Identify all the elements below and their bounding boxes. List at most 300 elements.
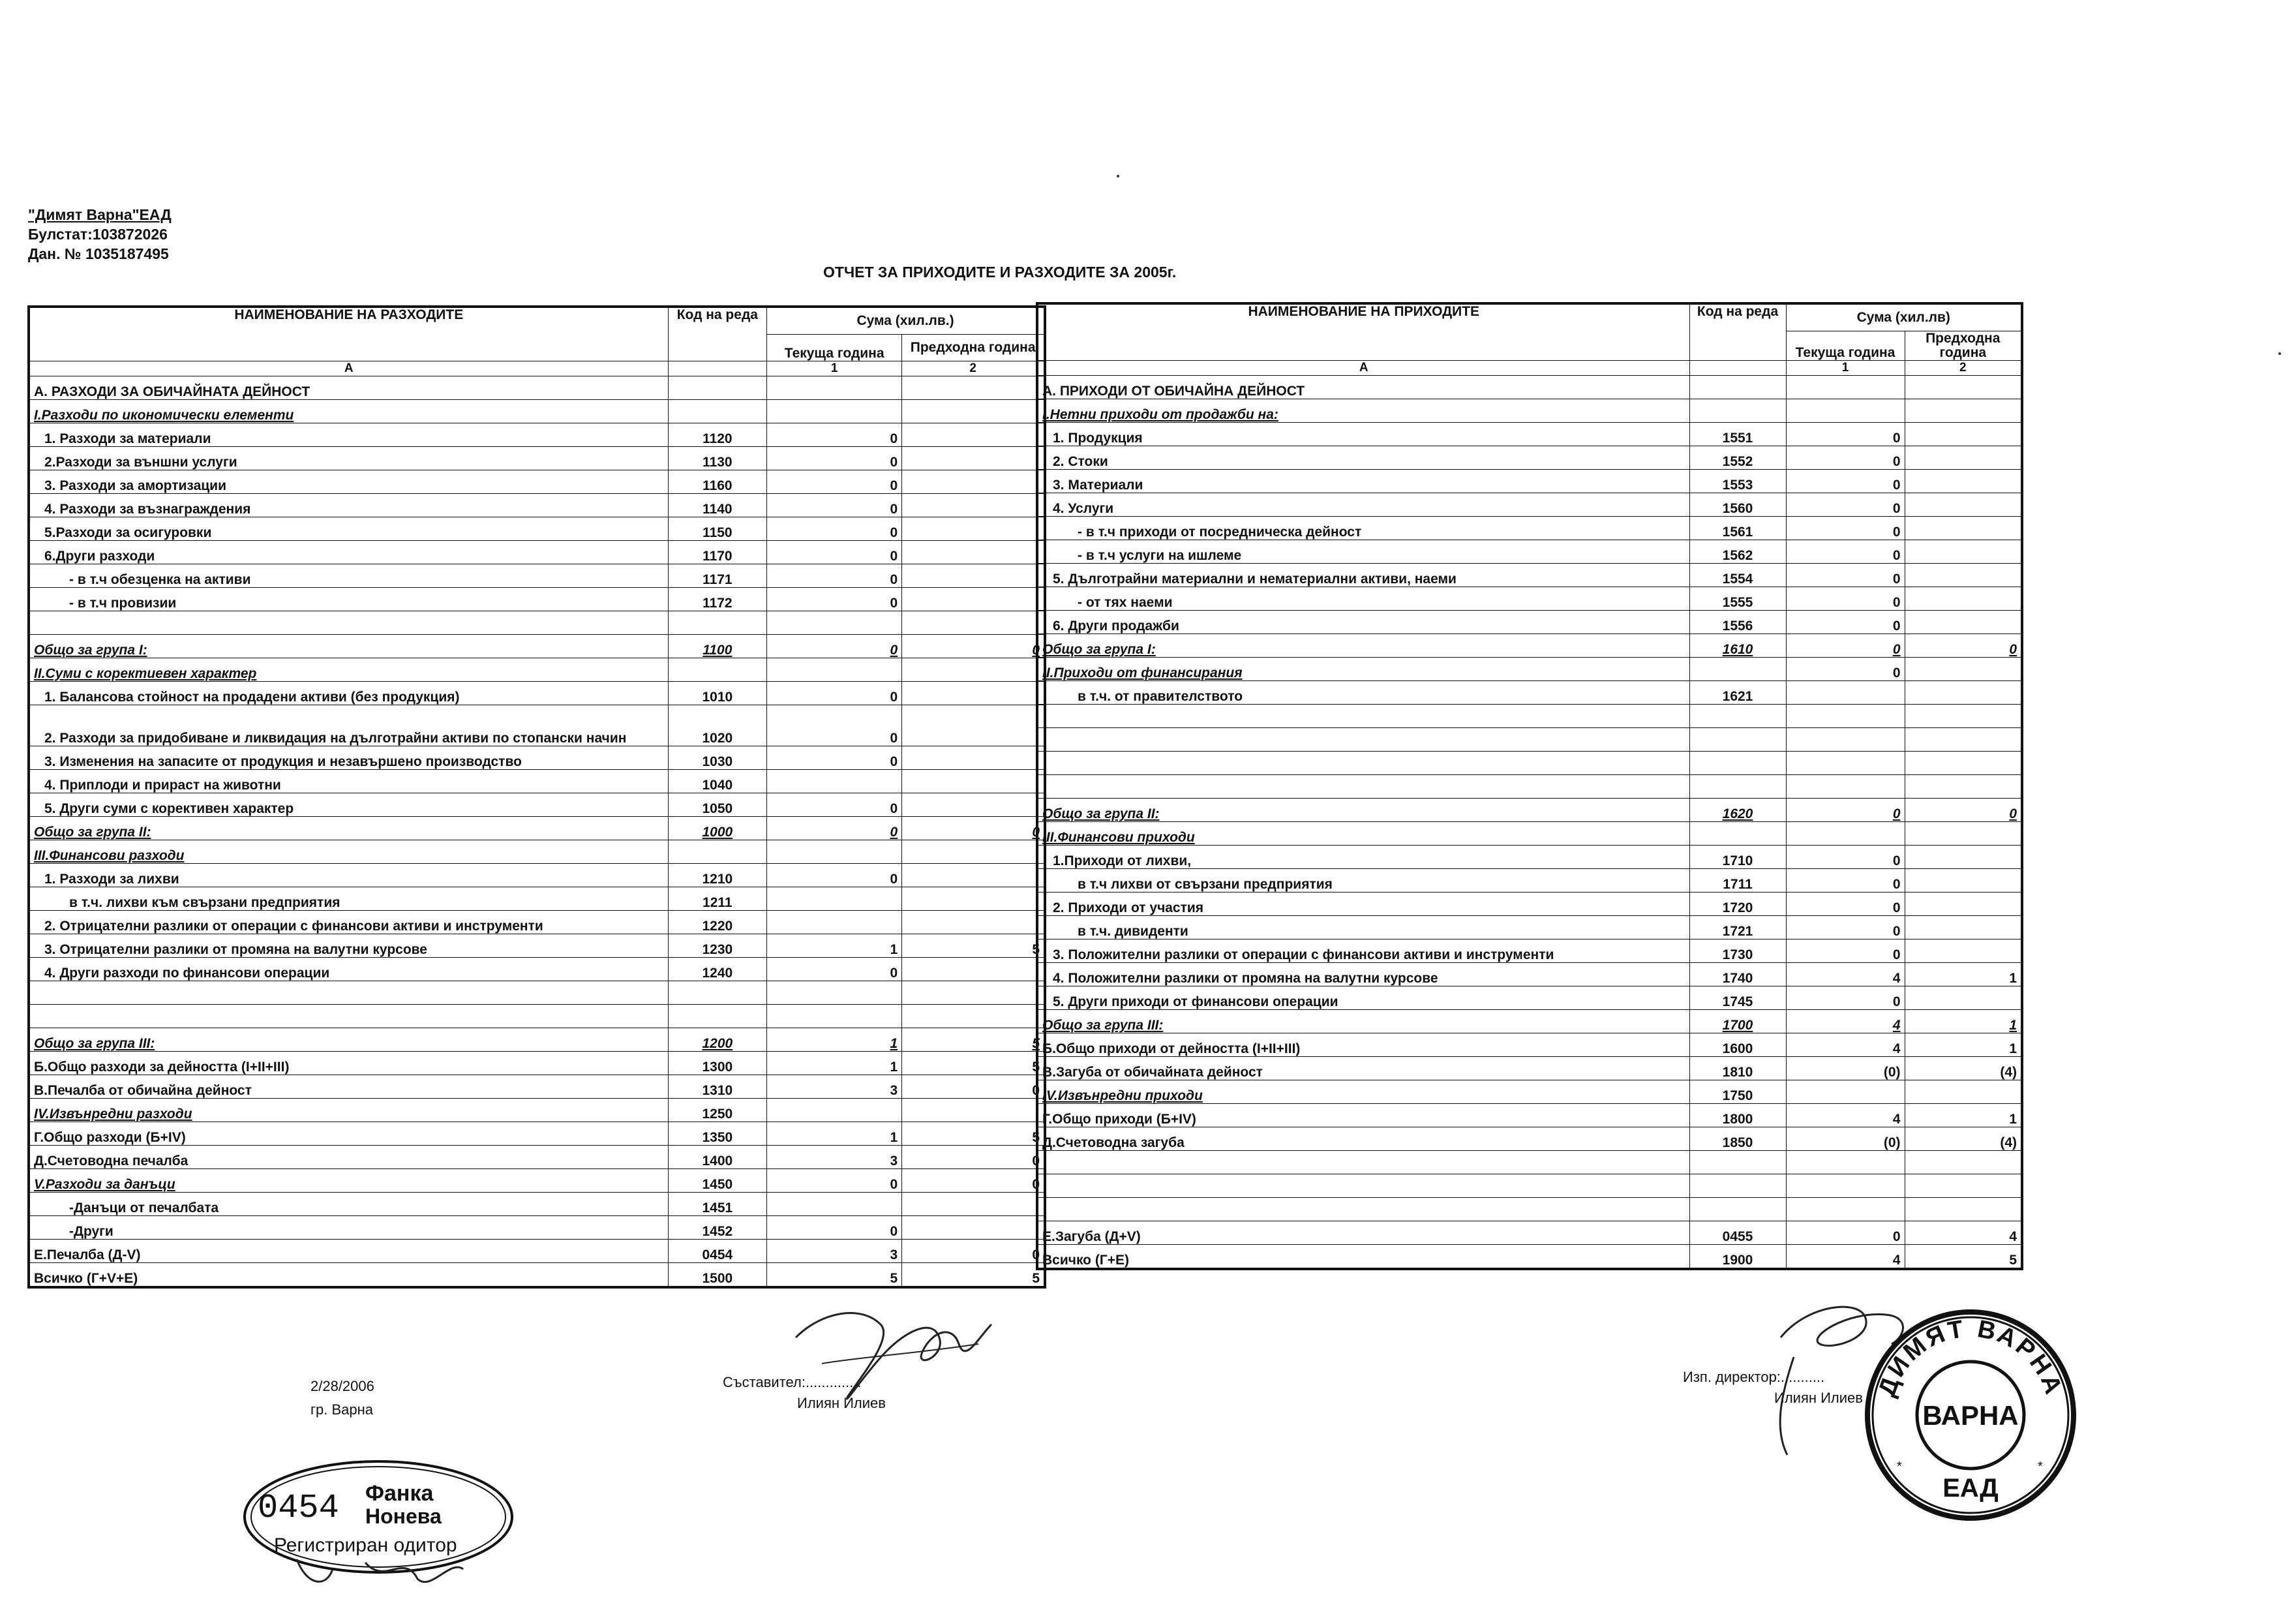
income-row — [1037, 1104, 2022, 1127]
report-title: ОТЧЕТ ЗА ПРИХОДИТЕ И РАЗХОДИТЕ ЗА 2005г. — [823, 264, 1177, 281]
expenses-previous-value — [902, 447, 1045, 470]
income-code: 1710 — [1689, 846, 1786, 869]
expenses-current-value — [767, 1099, 902, 1122]
income-code: 1562 — [1689, 540, 1786, 564]
income-previous-value: (4) — [1905, 1057, 2022, 1080]
expenses-current-value — [767, 911, 902, 934]
income-col-a: А — [1037, 361, 1689, 376]
expenses-current-value: 0 — [767, 817, 902, 840]
income-name: А. ПРИХОДИ ОТ ОБИЧАЙНА ДЕЙНОСТ — [1037, 376, 1689, 399]
income-name: 3. Материали — [1037, 470, 1689, 493]
income-previous-value: 1 — [1905, 1033, 2022, 1057]
expenses-name: Всичко (Г+V+Е) — [29, 1263, 668, 1288]
svg-text:*: * — [2038, 1459, 2043, 1474]
expenses-current-value: 3 — [767, 1075, 902, 1099]
expenses-name: IV.Извънредни разходи — [29, 1099, 668, 1122]
income-row — [1037, 869, 2022, 893]
income-previous-value — [1905, 423, 2022, 446]
income-current-value: 0 — [1786, 939, 1905, 963]
expenses-code — [668, 658, 767, 682]
income-code — [1689, 1174, 1786, 1198]
income-current-value: 0 — [1786, 611, 1905, 634]
compiler-name: Илиян Илиев — [797, 1395, 886, 1411]
income-code: 1900 — [1689, 1245, 1786, 1270]
income-previous-value — [1905, 916, 2022, 939]
income-current-value — [1786, 399, 1905, 423]
expenses-code — [668, 400, 767, 423]
expenses-code: 1350 — [668, 1122, 767, 1146]
expenses-name: 1. Балансова стойност на продадени активи (без продукция) — [29, 682, 668, 705]
income-current-value — [1786, 775, 1905, 799]
expenses-current-value: 0 — [767, 958, 902, 981]
income-current-value — [1786, 1174, 1905, 1198]
income-row — [1037, 517, 2022, 540]
income-code — [1689, 752, 1786, 775]
income-name: III.Финансови приходи — [1037, 822, 1689, 846]
income-current-value — [1786, 728, 1905, 752]
expenses-name: Д.Счетоводна печалба — [29, 1146, 668, 1169]
expenses-current-value — [767, 770, 902, 793]
income-name: В.Загуба от обичайната дейност — [1037, 1057, 1689, 1080]
income-row — [1037, 775, 2022, 799]
expenses-previous-value — [902, 517, 1045, 541]
income-code: 1621 — [1689, 681, 1786, 705]
income-row — [1037, 1198, 2022, 1221]
income-row — [1037, 939, 2022, 963]
income-current-value: 0 — [1786, 470, 1905, 493]
income-current-value: 0 — [1786, 564, 1905, 587]
income-previous-value — [1905, 752, 2022, 775]
income-previous-value — [1905, 869, 2022, 893]
income-row — [1037, 963, 2022, 986]
income-code: 1552 — [1689, 446, 1786, 470]
income-code — [1689, 376, 1786, 399]
income-previous-value — [1905, 705, 2022, 728]
expenses-row — [29, 423, 1045, 447]
income-current-value — [1786, 376, 1905, 399]
expenses-name: -Други — [29, 1216, 668, 1240]
director-name: Илиян Илиев — [1774, 1390, 1863, 1406]
income-row — [1037, 728, 2022, 752]
expenses-name: 4. Разходи за възнаграждения — [29, 494, 668, 517]
expenses-name: Общо за група I: — [29, 635, 668, 658]
income-name: 2. Приходи от участия — [1037, 893, 1689, 916]
expenses-row — [29, 494, 1045, 517]
expenses-name: V.Разходи за данъци — [29, 1169, 668, 1193]
expenses-code: 1250 — [668, 1099, 767, 1122]
expenses-previous-value — [902, 958, 1045, 981]
expenses-code: 1040 — [668, 770, 767, 793]
expenses-name: 1. Разходи за материали — [29, 423, 668, 447]
compiler-signature — [783, 1298, 1004, 1429]
expenses-row — [29, 770, 1045, 793]
income-row — [1037, 986, 2022, 1010]
compiler-label: Съставител:.............. — [723, 1374, 862, 1390]
income-previous-year-header: Предходна година — [1905, 331, 2022, 361]
income-code: 1800 — [1689, 1104, 1786, 1127]
income-row — [1037, 1033, 2022, 1057]
expenses-current-value — [767, 981, 902, 1005]
expenses-previous-value: 0 — [902, 817, 1045, 840]
income-previous-value: 0 — [1905, 634, 2022, 658]
auditor-name-first: Фанка — [365, 1481, 434, 1506]
expenses-current-value: 3 — [767, 1240, 902, 1263]
income-row — [1037, 846, 2022, 869]
income-name: Е.Загуба (Д+V) — [1037, 1221, 1689, 1245]
income-code: 1700 — [1689, 1010, 1786, 1033]
income-name: - в т.ч приходи от посредническа дейност — [1037, 517, 1689, 540]
expenses-row — [29, 864, 1045, 887]
expenses-sum-header: Сума (хил.лв.) — [767, 307, 1045, 335]
expenses-previous-value: 5 — [902, 1052, 1045, 1075]
income-previous-value — [1905, 517, 2022, 540]
income-code — [1689, 775, 1786, 799]
income-previous-value: 4 — [1905, 1221, 2022, 1245]
income-code: 0455 — [1689, 1221, 1786, 1245]
income-code: 1554 — [1689, 564, 1786, 587]
expenses-previous-value — [902, 564, 1045, 588]
expenses-previous-value — [902, 1193, 1045, 1216]
expenses-row — [29, 1193, 1045, 1216]
expenses-row — [29, 705, 1045, 746]
income-previous-value — [1905, 1174, 2022, 1198]
expenses-name: 3. Разходи за амортизации — [29, 470, 668, 494]
income-name: 4. Положителни разлики от промяна на валутни курсове — [1037, 963, 1689, 986]
expenses-row — [29, 682, 1045, 705]
expenses-row — [29, 1263, 1045, 1288]
expenses-current-value: 0 — [767, 635, 902, 658]
expenses-code: 1310 — [668, 1075, 767, 1099]
expenses-name: 3. Изменения на запасите от продукция и незавършено производство — [29, 746, 668, 770]
expenses-previous-value — [902, 470, 1045, 494]
expenses-name: II.Суми с коректиевен характер — [29, 658, 668, 682]
expenses-table — [27, 305, 1046, 1289]
expenses-current-value: 0 — [767, 1169, 902, 1193]
income-sum-header: Сума (хил.лв) — [1786, 303, 2022, 331]
income-current-value: 0 — [1786, 634, 1905, 658]
income-previous-value: 5 — [1905, 1245, 2022, 1270]
expenses-name: 5. Други суми с корективен характер — [29, 793, 668, 817]
income-name — [1037, 1174, 1689, 1198]
expenses-previous-value — [902, 588, 1045, 611]
expenses-row — [29, 517, 1045, 541]
expenses-previous-value — [902, 611, 1045, 635]
income-name — [1037, 728, 1689, 752]
expenses-name: III.Финансови разходи — [29, 840, 668, 864]
income-current-value: 0 — [1786, 540, 1905, 564]
svg-text:*: * — [1897, 1459, 1902, 1474]
expenses-name: Б.Общо разходи за дейността (I+II+III) — [29, 1052, 668, 1075]
income-name: IV.Извънредни приходи — [1037, 1080, 1689, 1104]
expenses-previous-year-header: Предходна година — [902, 335, 1045, 361]
income-previous-value — [1905, 1198, 2022, 1221]
expenses-row — [29, 1052, 1045, 1075]
income-name: в т.ч. дивиденти — [1037, 916, 1689, 939]
expenses-row — [29, 1216, 1045, 1240]
expenses-row — [29, 981, 1045, 1005]
auditor-number: 0454 — [258, 1489, 339, 1527]
expenses-name: Г.Общо разходи (Б+IV) — [29, 1122, 668, 1146]
expenses-row — [29, 376, 1045, 400]
income-code — [1689, 728, 1786, 752]
expenses-previous-value — [902, 658, 1045, 682]
income-previous-value: (4) — [1905, 1127, 2022, 1151]
income-previous-value — [1905, 775, 2022, 799]
income-previous-value — [1905, 399, 2022, 423]
income-row — [1037, 681, 2022, 705]
company-tax-number: Дан. № 1035187495 — [28, 245, 169, 262]
expenses-code: 1300 — [668, 1052, 767, 1075]
expenses-previous-value: 0 — [902, 1169, 1045, 1193]
expenses-row — [29, 1146, 1045, 1169]
income-row — [1037, 1057, 2022, 1080]
expenses-name: В.Печалба от обичайна дейност — [29, 1075, 668, 1099]
income-name — [1037, 775, 1689, 799]
income-code-header: Код на реда — [1689, 303, 1786, 361]
income-name: - в т.ч услуги на ишлеме — [1037, 540, 1689, 564]
income-current-value — [1786, 752, 1905, 775]
expenses-previous-value: 5 — [902, 1263, 1045, 1288]
income-code: 1850 — [1689, 1127, 1786, 1151]
expenses-code: 1030 — [668, 746, 767, 770]
expenses-current-value — [767, 376, 902, 400]
income-current-value: 0 — [1786, 1221, 1905, 1245]
income-code: 1721 — [1689, 916, 1786, 939]
income-name-header: НАИМЕНОВАНИЕ НА ПРИХОДИТЕ — [1037, 303, 1689, 361]
expenses-previous-value — [902, 423, 1045, 447]
expenses-name: в т.ч. лихви към свързани предприятия — [29, 887, 668, 911]
expenses-code: 1230 — [668, 934, 767, 958]
income-previous-value — [1905, 587, 2022, 611]
expenses-code: 1240 — [668, 958, 767, 981]
expenses-previous-value: 0 — [902, 635, 1045, 658]
expenses-row — [29, 1122, 1045, 1146]
expenses-name: 2. Отрицателни разлики от операции с финансови активи и инструменти — [29, 911, 668, 934]
income-row — [1037, 634, 2022, 658]
expenses-name: -Данъци от печалбата — [29, 1193, 668, 1216]
income-name: 5. Други приходи от финансови операции — [1037, 986, 1689, 1010]
expenses-current-value: 0 — [767, 517, 902, 541]
income-name: 3. Положителни разлики от операции с финансови активи и инструменти — [1037, 939, 1689, 963]
income-col-1: 1 — [1786, 361, 1905, 376]
income-previous-value — [1905, 564, 2022, 587]
income-current-value: 4 — [1786, 1033, 1905, 1057]
expenses-current-value: 0 — [767, 541, 902, 564]
income-row — [1037, 822, 2022, 846]
expenses-previous-value — [902, 770, 1045, 793]
expenses-previous-value — [902, 887, 1045, 911]
income-name: в т.ч лихви от свързани предприятия — [1037, 869, 1689, 893]
expenses-name: 2.Разходи за външни услуги — [29, 447, 668, 470]
income-code — [1689, 1198, 1786, 1221]
income-previous-value — [1905, 1151, 2022, 1174]
income-name: - от тях наеми — [1037, 587, 1689, 611]
income-previous-value — [1905, 446, 2022, 470]
expenses-current-value — [767, 611, 902, 635]
report-date: 2/28/2006 — [310, 1378, 374, 1394]
income-current-value: 4 — [1786, 963, 1905, 986]
expenses-previous-value: 0 — [902, 1240, 1045, 1263]
expenses-current-value: 0 — [767, 746, 902, 770]
expenses-previous-value — [902, 981, 1045, 1005]
income-current-value — [1786, 1080, 1905, 1104]
income-previous-value — [1905, 822, 2022, 846]
income-current-value: 0 — [1786, 799, 1905, 822]
expenses-row — [29, 934, 1045, 958]
income-name: Общо за група II: — [1037, 799, 1689, 822]
expenses-previous-value — [902, 911, 1045, 934]
income-row — [1037, 376, 2022, 399]
expenses-row — [29, 611, 1045, 635]
income-previous-value: 1 — [1905, 1104, 2022, 1127]
income-rows — [1037, 376, 2022, 1270]
expenses-name: 6.Други разходи — [29, 541, 668, 564]
expenses-current-value: 0 — [767, 1216, 902, 1240]
income-name — [1037, 752, 1689, 775]
expenses-row — [29, 817, 1045, 840]
expenses-name: 4. Приплоди и прираст на животни — [29, 770, 668, 793]
income-name: Г.Общо приходи (Б+IV) — [1037, 1104, 1689, 1127]
expenses-previous-value — [902, 682, 1045, 705]
expenses-current-value: 0 — [767, 470, 902, 494]
income-code: 1555 — [1689, 587, 1786, 611]
income-previous-value — [1905, 376, 2022, 399]
expenses-name: 4. Други разходи по финансови операции — [29, 958, 668, 981]
expenses-current-value — [767, 1005, 902, 1028]
income-row — [1037, 893, 2022, 916]
expenses-previous-value — [902, 400, 1045, 423]
expenses-previous-value — [902, 793, 1045, 817]
expenses-row — [29, 1099, 1045, 1122]
income-row — [1037, 446, 2022, 470]
expenses-previous-value — [902, 376, 1045, 400]
expenses-name: 3. Отрицателни разлики от промяна на валутни курсове — [29, 934, 668, 958]
income-name — [1037, 1151, 1689, 1174]
income-name: 1.Приходи от лихви, — [1037, 846, 1689, 869]
income-previous-value — [1905, 658, 2022, 681]
income-current-value — [1786, 681, 1905, 705]
expenses-current-value: 0 — [767, 564, 902, 588]
income-code: 1745 — [1689, 986, 1786, 1010]
expenses-code: 1400 — [668, 1146, 767, 1169]
expenses-name: Общо за група II: — [29, 817, 668, 840]
income-current-value: 4 — [1786, 1104, 1905, 1127]
expenses-current-value: 1 — [767, 1122, 902, 1146]
income-current-value: 0 — [1786, 986, 1905, 1010]
income-name: Общо за група III: — [1037, 1010, 1689, 1033]
income-row — [1037, 658, 2022, 681]
income-row — [1037, 752, 2022, 775]
income-name: 2. Стоки — [1037, 446, 1689, 470]
income-current-value — [1786, 705, 1905, 728]
income-name: 4. Услуги — [1037, 493, 1689, 517]
income-current-value: 0 — [1786, 893, 1905, 916]
income-previous-value — [1905, 493, 2022, 517]
expenses-row — [29, 564, 1045, 588]
income-row — [1037, 493, 2022, 517]
expenses-current-value: 5 — [767, 1263, 902, 1288]
expenses-rows — [29, 376, 1045, 1288]
expenses-code: 1450 — [668, 1169, 767, 1193]
expenses-current-value — [767, 400, 902, 423]
expenses-current-value — [767, 1193, 902, 1216]
income-previous-value: 0 — [1905, 799, 2022, 822]
director-label: Изп. директор:........... — [1683, 1369, 1825, 1385]
expenses-code: 1210 — [668, 864, 767, 887]
expenses-previous-value: 5 — [902, 1122, 1045, 1146]
income-code: 1740 — [1689, 963, 1786, 986]
income-code: 1810 — [1689, 1057, 1786, 1080]
expenses-current-value: 1 — [767, 1028, 902, 1052]
expenses-row — [29, 958, 1045, 981]
expenses-current-value — [767, 840, 902, 864]
auditor-role: Регистриран одитор — [274, 1534, 457, 1556]
expenses-previous-value — [902, 494, 1045, 517]
expenses-code — [668, 1005, 767, 1028]
income-current-value: 0 — [1786, 587, 1905, 611]
income-code: 1551 — [1689, 423, 1786, 446]
expenses-previous-value: 0 — [902, 1075, 1045, 1099]
income-current-value — [1786, 1151, 1905, 1174]
income-row — [1037, 1010, 2022, 1033]
expenses-code: 1451 — [668, 1193, 767, 1216]
income-current-value — [1786, 1198, 1905, 1221]
expenses-code: 1000 — [668, 817, 767, 840]
expenses-row — [29, 793, 1045, 817]
income-current-value — [1786, 822, 1905, 846]
income-row — [1037, 1151, 2022, 1174]
seal-center-text: ВАРНА — [1922, 1400, 2019, 1431]
expenses-code: 1452 — [668, 1216, 767, 1240]
expenses-code: 1200 — [668, 1028, 767, 1052]
expenses-name — [29, 1005, 668, 1028]
income-current-value: 0 — [1786, 446, 1905, 470]
expenses-code: 0454 — [668, 1240, 767, 1263]
income-name: 6. Други продажби — [1037, 611, 1689, 634]
expenses-name: 2. Разходи за придобиване и ликвидация на дълготрайни активи по стопански начин — [29, 705, 668, 746]
income-row — [1037, 399, 2022, 423]
expenses-name: Е.Печалба (Д-V) — [29, 1240, 668, 1263]
expenses-col-1: 1 — [767, 361, 902, 376]
expenses-current-value: 0 — [767, 793, 902, 817]
expenses-row — [29, 911, 1045, 934]
expenses-row — [29, 658, 1045, 682]
svg-text:ДИМЯТ ВАРНА — [1873, 1315, 2068, 1400]
expenses-current-value: 0 — [767, 447, 902, 470]
income-row — [1037, 1127, 2022, 1151]
income-previous-value — [1905, 846, 2022, 869]
company-bulstat: Булстат:103872026 — [28, 226, 168, 243]
income-previous-value — [1905, 540, 2022, 564]
company-seal — [1863, 1307, 2078, 1523]
expenses-code: 1220 — [668, 911, 767, 934]
expenses-name: - в т.ч обезценка на активи — [29, 564, 668, 588]
expenses-code: 1160 — [668, 470, 767, 494]
expenses-previous-value: 5 — [902, 934, 1045, 958]
income-current-value: 0 — [1786, 846, 1905, 869]
income-current-value: (0) — [1786, 1057, 1905, 1080]
income-code: 1720 — [1689, 893, 1786, 916]
income-current-value: 0 — [1786, 493, 1905, 517]
income-current-value: 0 — [1786, 658, 1905, 681]
income-row — [1037, 799, 2022, 822]
income-code: 1560 — [1689, 493, 1786, 517]
expenses-name — [29, 611, 668, 635]
income-code — [1689, 705, 1786, 728]
expenses-current-value: 0 — [767, 682, 902, 705]
income-code — [1689, 822, 1786, 846]
expenses-current-value: 1 — [767, 1052, 902, 1075]
